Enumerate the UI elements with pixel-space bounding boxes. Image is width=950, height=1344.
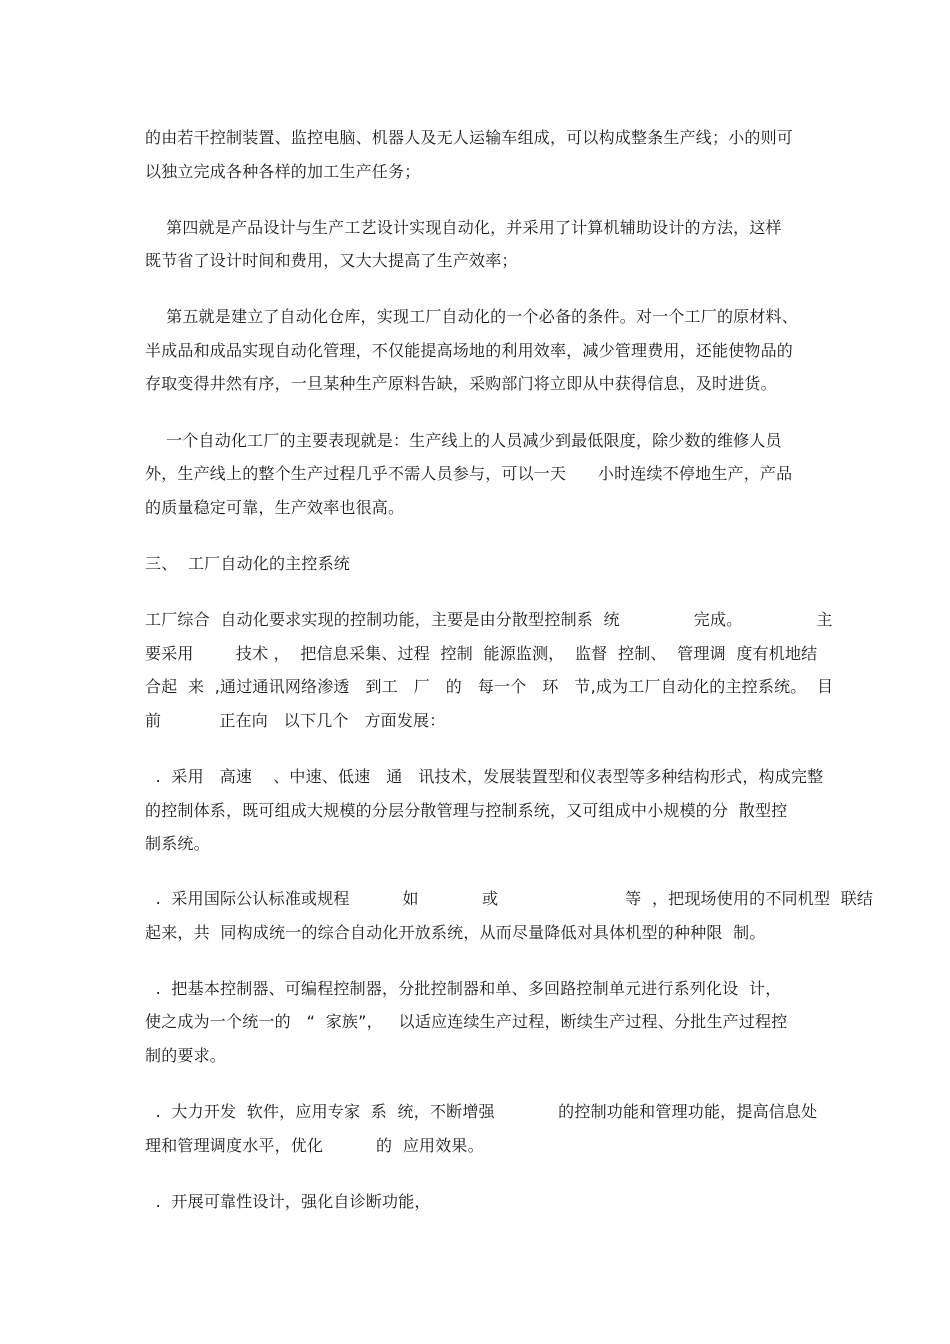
list-item-line: . 大力开发 软件，应用专家 系 统，不断增强 的控制功能和管理功能，提高信息处 <box>145 1102 818 1121</box>
text-line: 合起 来 ,通过通讯网络渗透 到工 厂 的 每一个 环 节,成为工厂自动化的主控系统。 目 <box>145 677 834 696</box>
text-line: 第五就是建立了自动化仓库，实现工厂自动化的一个必备的条件。对一个工厂的原材料、 <box>145 307 798 326</box>
list-item-line: . 采用国际公认标准或规程 如 或 等 ，把现场使用的不同机型 联结 <box>145 889 874 908</box>
text-line: 制系统。 <box>145 834 210 853</box>
text-line: 制的要求。 <box>145 1046 227 1065</box>
text-line: 的质量稳定可靠，生产效率也很高。 <box>145 498 405 517</box>
text-line: 理和管理调度水平，优化 的 应用效果。 <box>145 1136 484 1155</box>
list-item-line: . 开展可靠性设计，强化自诊断功能， <box>145 1192 431 1211</box>
text-line: 既节省了设计时间和费用，又大大提高了生产效率； <box>145 251 518 270</box>
text-line: 要采用 技术 ， 把信息采集、过程 控制 能源监测， 监督 控制、 管理调 度有机地结 <box>145 644 818 663</box>
text-line: 外，生产线上的整个生产过程几乎不需人员参与，可以一天 小时连续不停地生产，产品 <box>145 464 793 483</box>
text-line: 前 正在向 以下几个 方面发展： <box>145 711 446 730</box>
text-line: 起来，共 同构成统一的综合自动化开放系统，从而尽量降低对具体机型的种种限 制。 <box>145 923 766 942</box>
text-line: 第四就是产品设计与生产工艺设计实现自动化，并采用了计算机辅助设计的方法，这样 <box>145 218 782 237</box>
text-line: 工厂综合 自动化要求实现的控制功能，主要是由分散型控制系 统 完成。 主 <box>145 610 833 629</box>
text-line: 的控制体系，既可组成大规模的分层分散管理与控制系统，又可组成中小规模的分 散型控 <box>145 801 788 820</box>
text-line: 一个自动化工厂的主要表现就是：生产线上的人员减少到最低限度，除少数的维修人员 <box>145 431 782 450</box>
text-line: 以独立完成各种各样的加工生产任务； <box>145 162 421 181</box>
text-line: 半成品和成品实现自动化管理，不仅能提高场地的利用效率，减少管理费用，还能使物品的 <box>145 341 794 360</box>
section-heading: 三、 工厂自动化的主控系统 <box>145 554 350 573</box>
text-line: 存取变得井然有序，一旦某种生产原料告缺，采购部门将立即从中获得信息，及时进货。 <box>145 374 777 393</box>
list-item-line: . 把基本控制器、可编程控制器，分批控制器和单、多回路控制单元进行系列化设 计， <box>145 979 782 998</box>
text-line: 使之成为一个统一的 “ 家族”， 以适应连续生产过程，断续生产过程、分批生产过程控 <box>145 1012 788 1031</box>
text-line: 的由若干控制装置、监控电脑、机器人及无人运输车组成，可以构成整条生产线；小的则可 <box>145 128 794 147</box>
list-item-line: . 采用 高速 、中速、低速 通 讯技术，发展装置型和仪表型等多种结构形式，构成完整 <box>145 767 824 786</box>
